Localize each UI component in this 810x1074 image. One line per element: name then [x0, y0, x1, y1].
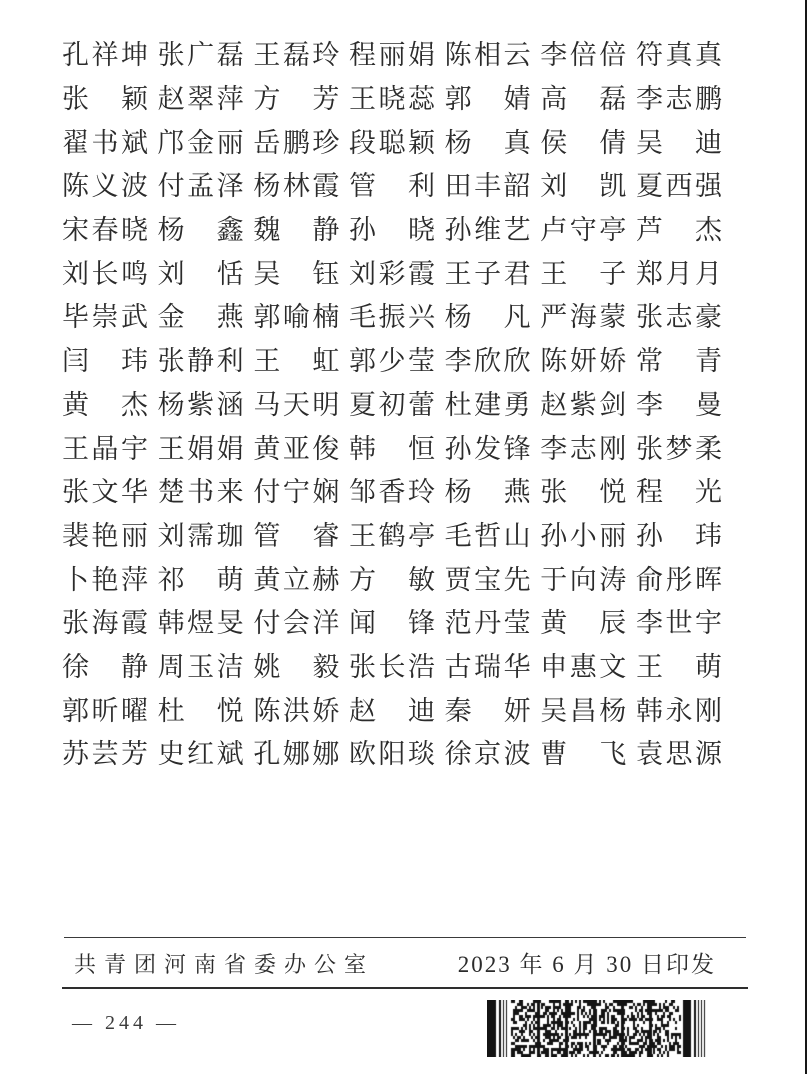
name-cell: 于 向 涛: [540, 564, 627, 595]
name-cell: 姚 毅: [253, 651, 340, 682]
name-cell: 郭 昕 曜: [62, 695, 148, 726]
name-cell: 李 志 刚: [540, 433, 627, 464]
name-cell: 刘 长 鸣: [62, 258, 148, 289]
name-cell: 芦 杰: [635, 215, 722, 246]
name-cell: 王 晶 宇: [62, 433, 148, 464]
name-cell: 郭 喻 楠: [253, 302, 340, 333]
name-cell: 常 青: [635, 346, 722, 377]
name-cell: 毕 崇 武: [62, 302, 148, 333]
name-cell: 孔 娜 娜: [253, 739, 340, 770]
name-cell: 苏 芸 芳: [62, 739, 148, 770]
name-cell: 卢 守 亭: [540, 215, 627, 246]
name-cell: 符 真 真: [635, 40, 722, 71]
footer-print-date: 2023 年 6 月 30 日印发: [457, 952, 716, 977]
name-cell: 贾 宝 先: [444, 564, 531, 595]
name-cell: 田 丰 韶: [444, 171, 531, 202]
name-cell: 王 萌: [635, 651, 722, 682]
name-cell: 方 敏: [348, 564, 435, 595]
name-cell: 毛 哲 山: [444, 520, 531, 551]
name-cell: 陈 洪 娇: [253, 695, 340, 726]
name-cell: 孙 小 丽: [540, 520, 627, 551]
name-cell: 张 海 霞: [62, 608, 148, 639]
name-cell: 金 燕: [157, 302, 244, 333]
page-edge-line: [805, 0, 807, 1074]
name-cell: 高 磊: [540, 84, 627, 115]
name-cell: 段 聪 颖: [348, 127, 435, 158]
name-cell: 马 天 明: [253, 389, 340, 420]
name-cell: 王 虹: [253, 346, 340, 377]
name-cell: 吴 昌 杨: [540, 695, 627, 726]
name-cell: 郭 婧: [444, 84, 531, 115]
name-cell: 毛 振 兴: [348, 302, 435, 333]
name-cell: 张 广 磊: [157, 40, 244, 71]
name-cell: 邹 香 玲: [348, 477, 435, 508]
name-cell: 黄 辰: [540, 608, 627, 639]
name-cell: 王 娟 娟: [157, 433, 244, 464]
name-cell: 严 海 蒙: [540, 302, 627, 333]
name-cell: 范 丹 莹: [444, 608, 531, 639]
name-cell: 韩 恒: [348, 433, 435, 464]
name-cell: 张 静 利: [157, 346, 244, 377]
name-cell: 闫 玮: [62, 346, 148, 377]
name-cell: 赵 紫 剑: [540, 389, 627, 420]
name-cell: 宋 春 晓: [62, 215, 148, 246]
name-cell: 俞 彤 晖: [635, 564, 722, 595]
name-cell: 张 志 豪: [635, 302, 722, 333]
name-cell: 陈 妍 娇: [540, 346, 627, 377]
name-cell: 李 欣 欣: [444, 346, 531, 377]
name-cell: 韩 永 刚: [635, 695, 722, 726]
name-cell: 刘 凯: [540, 171, 627, 202]
name-cell: 管 睿: [253, 520, 340, 551]
name-cell: 刘 霈 珈: [157, 520, 244, 551]
name-cell: 管 利: [348, 171, 435, 202]
name-cell: 裴 艳 丽: [62, 520, 148, 551]
name-cell: 邝 金 丽: [157, 127, 244, 158]
name-cell: 杨 鑫: [157, 215, 244, 246]
name-cell: 申 惠 文: [540, 651, 627, 682]
name-cell: 张 长 浩: [348, 651, 435, 682]
name-cell: 陈 相 云: [444, 40, 531, 71]
name-cell: 陈 义 波: [62, 171, 148, 202]
footer-issuer: 共青团河南省委办公室: [74, 952, 375, 977]
name-cell: 李 志 鹏: [635, 84, 722, 115]
name-cell: 欧 阳 琰: [348, 739, 435, 770]
name-cell: 王 鹤 亭: [348, 520, 435, 551]
footer-divider-bottom: [62, 987, 748, 989]
name-cell: 杨 紫 涵: [157, 389, 244, 420]
name-cell: 李 世 宇: [635, 608, 722, 639]
name-cell: 祁 萌: [157, 564, 244, 595]
name-cell: 闻 锋: [348, 608, 435, 639]
name-cell: 张 悦: [540, 477, 627, 508]
name-cell: 付 孟 泽: [157, 171, 244, 202]
name-cell: 黄 杰: [62, 389, 148, 420]
name-cell: 张 文 华: [62, 477, 148, 508]
pdf417-barcode: [487, 1000, 713, 1057]
name-cell: 刘 彩 霞: [348, 258, 435, 289]
name-cell: 赵 迪: [348, 695, 435, 726]
name-cell: 杨 真: [444, 127, 531, 158]
name-cell: 刘 恬: [157, 258, 244, 289]
name-cell: 曹 飞: [540, 739, 627, 770]
name-cell: 郭 少 莹: [348, 346, 435, 377]
name-cell: 王 子: [540, 258, 627, 289]
name-cell: 岳 鹏 珍: [253, 127, 340, 158]
name-cell: 杜 悦: [157, 695, 244, 726]
name-cell: 赵 翠 萍: [157, 84, 244, 115]
name-cell: 杨 燕: [444, 477, 531, 508]
name-cell: 周 玉 洁: [157, 651, 244, 682]
name-cell: 王 子 君: [444, 258, 531, 289]
name-cell: 杨 林 霞: [253, 171, 340, 202]
name-cell: 吴 钰: [253, 258, 340, 289]
name-cell: 楚 书 来: [157, 477, 244, 508]
name-cell: 王 晓 蕊: [348, 84, 435, 115]
name-cell: 韩 煜 旻: [157, 608, 244, 639]
name-cell: 程 丽 娟: [348, 40, 435, 71]
name-cell: 付 宁 娴: [253, 477, 340, 508]
name-cell: 程 光: [635, 477, 722, 508]
name-cell: 孙 维 艺: [444, 215, 531, 246]
name-cell: 袁 思 源: [635, 739, 722, 770]
name-cell: 孙 发 锋: [444, 433, 531, 464]
name-cell: 卜 艳 萍: [62, 564, 148, 595]
name-cell: 孙 玮: [635, 520, 722, 551]
name-cell: 杨 凡: [444, 302, 531, 333]
name-cell: 张 颖: [62, 84, 148, 115]
name-cell: 魏 静: [253, 215, 340, 246]
name-cell: 徐 京 波: [444, 739, 531, 770]
name-cell: 夏 西 强: [635, 171, 722, 202]
name-cell: 郑 月 月: [635, 258, 722, 289]
name-cell: 黄 亚 俊: [253, 433, 340, 464]
name-cell: 付 会 洋: [253, 608, 340, 639]
name-cell: 张 梦 柔: [635, 433, 722, 464]
name-cell: 史 红 斌: [157, 739, 244, 770]
name-cell: 侯 倩: [540, 127, 627, 158]
name-cell: 李 倍 倍: [540, 40, 627, 71]
name-cell: 黄 立 赫: [253, 564, 340, 595]
name-cell: 孙 晓: [348, 215, 435, 246]
name-cell: 徐 静: [62, 651, 148, 682]
name-cell: 杜 建 勇: [444, 389, 531, 420]
name-cell: 方 芳: [253, 84, 340, 115]
name-cell: 夏 初 蕾: [348, 389, 435, 420]
name-cell: 翟 书 斌: [62, 127, 148, 158]
name-cell: 孔 祥 坤: [62, 40, 148, 71]
name-cell: 李 曼: [635, 389, 722, 420]
names-grid: [62, 34, 722, 777]
name-cell: 秦 妍: [444, 695, 531, 726]
name-cell: 王 磊 玲: [253, 40, 340, 71]
name-cell: 吴 迪: [635, 127, 722, 158]
page-number: — 244 —: [72, 1012, 180, 1034]
name-cell: 古 瑞 华: [444, 651, 531, 682]
footer-divider-top: [64, 937, 746, 938]
